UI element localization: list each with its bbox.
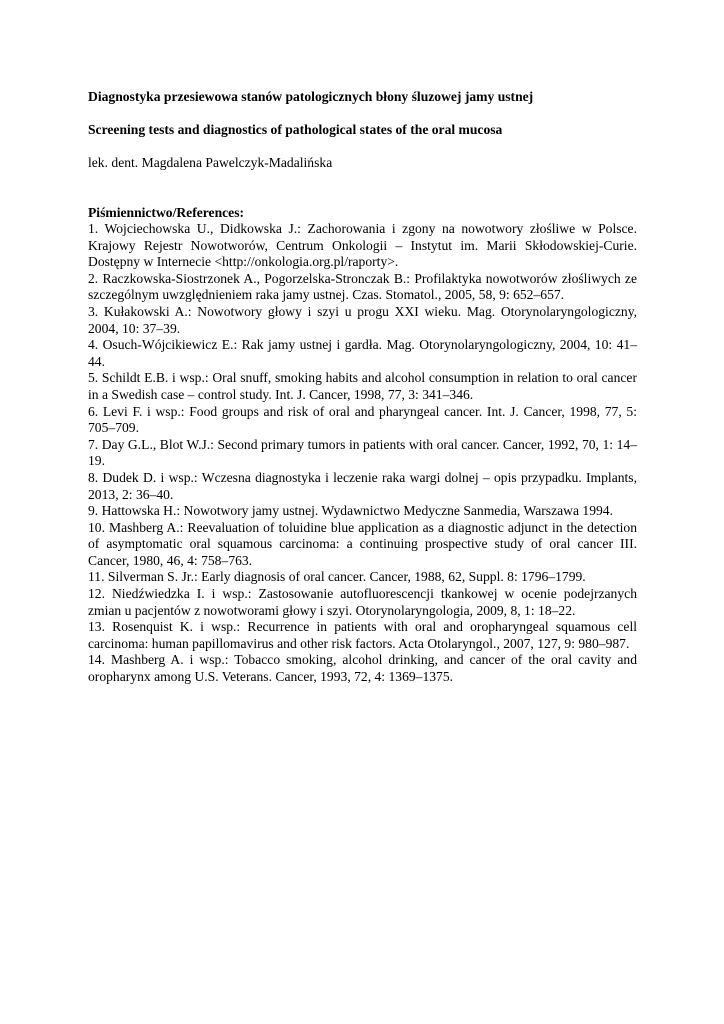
reference-item: 14. Mashberg A. i wsp.: Tobacco smoking, alcohol drinking, and cancer of the oral cavity and oropharynx among U.S. Veterans. Cancer, 1993, 72, 4: 1369–1375. (88, 652, 637, 685)
reference-item: 7. Day G.L., Blot W.J.: Second primary tumors in patients with oral cancer. Cancer, 1992, 70, 1: 14–19. (88, 436, 637, 469)
author-line: lek. dent. Magdalena Pawelczyk-Madalińska (88, 155, 333, 170)
reference-item: 10. Mashberg A.: Reevaluation of toluidine blue application as a diagnostic adjunct in the detection of asymptomatic oral squamous carcinoma: a continuing prospective study of oral cancer III. Cancer, 1980, 46, 4: 758–763. (88, 519, 637, 568)
title-polish: Diagnostyka przesiewowa stanów patologicznych błony śluzowej jamy ustnej (88, 89, 534, 104)
reference-item: 13. Rosenquist K. i wsp.: Recurrence in patients with oral and oropharyngeal squamous cell carcinoma: human papillomavirus and other risk factors. Acta Otolaryngol., 2007, 127, 9: 980–987. (88, 619, 637, 651)
references-list (88, 221, 637, 686)
reference-item: 1. Wojciechowska U., Didkowska J.: Zachorowania i zgony na nowotwory złośliwe w Polsce. Krajowy Rejestr Nowotworów, Centrum Onkologii – Instytut im. Marii Skłodowskiej-Curie. Dostępny w Internecie <http://onkologia.org.pl/raporty>. (88, 221, 637, 270)
reference-item: 11. Silverman S. Jr.: Early diagnosis of oral cancer. Cancer, 1988, 62, Suppl. 8: 1796–1799. (88, 569, 586, 585)
references-heading: Piśmiennictwo/References: (88, 205, 245, 220)
reference-item: 3. Kułakowski A.: Nowotwory głowy i szyi u progu XXI wieku. Mag. Otorynolaryngologiczny, 2004, 10: 37–39. (88, 303, 637, 336)
reference-item: 8. Dudek D. i wsp.: Wczesna diagnostyka i leczenie raka wargi dolnej – opis przypadku. Implants, 2013, 2: 36–40. (88, 469, 637, 502)
reference-item: 6. Levi F. i wsp.: Food groups and risk of oral and pharyngeal cancer. Int. J. Cancer, 1998, 77, 5: 705–709. (88, 403, 637, 436)
reference-item: 9. Hattowska H.: Nowotwory jamy ustnej. Wydawnictwo Medyczne Sanmedia, Warszawa 1994. (88, 503, 613, 519)
reference-item: 2. Raczkowska-Siostrzonek A., Pogorzelska-Stronczak B.: Profilaktyka nowotworów złośliwych ze szczególnym uwzględnieniem raka jamy ustnej. Czas. Stomatol., 2005, 58, 9: 652–657. (88, 270, 637, 303)
title-english: Screening tests and diagnostics of pathological states of the oral mucosa (88, 122, 503, 137)
reference-item: 5. Schildt E.B. i wsp.: Oral snuff, smoking habits and alcohol consumption in relation to oral cancer in a Swedish case – control study. Int. J. Cancer, 1998, 77, 3: 341–346. (88, 370, 637, 402)
reference-item: 12. Niedźwiedzka I. i wsp.: Zastosowanie autofluorescencji tkankowej w ocenie podejrzanych zmian u pacjentów z nowotworami głowy i szyi. Otorynolaryngologia, 2009, 8, 1: 18–22. (88, 586, 637, 618)
document-page (88, 88, 637, 686)
reference-item: 4. Osuch-Wójcikiewicz E.: Rak jamy ustnej i gardła. Mag. Otorynolaryngologiczny, 2004, 10: 41–44. (88, 337, 637, 369)
